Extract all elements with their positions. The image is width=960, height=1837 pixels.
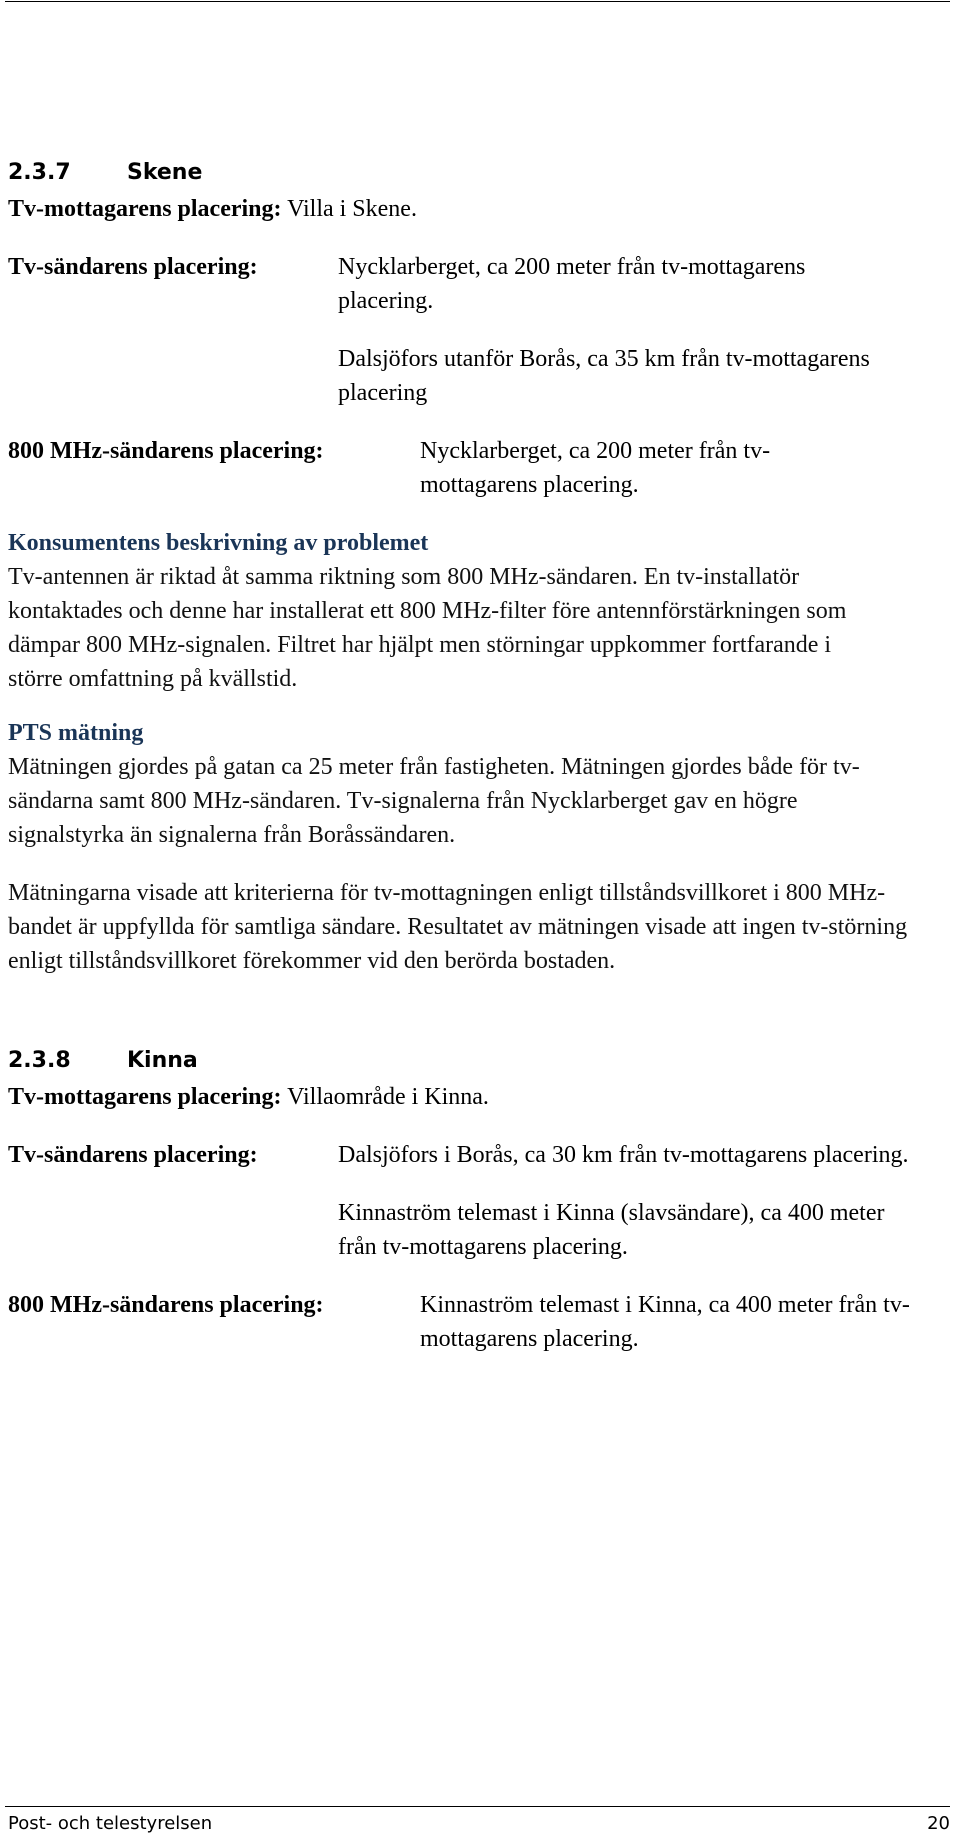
mhz-transmitter-row — [8, 1288, 948, 1356]
section-title: Skene — [127, 160, 203, 185]
section-heading-kinna — [8, 1046, 948, 1076]
tv-transmitter-value: Nycklarberget, ca 200 meter från tv-mottagarens placering. — [338, 254, 806, 314]
page-footer — [8, 1812, 950, 1836]
page-number: 20 — [927, 1813, 950, 1834]
tv-transmitter-extra: Dalsjöfors utanför Borås, ca 35 km från tv-mottagarens placering — [338, 346, 870, 406]
mhz-transmitter-row — [8, 434, 948, 502]
tv-transmitter-extra: Kinnaström telemast i Kinna (slavsändare), ca 400 meter från tv-mottagarens placering. — [338, 1200, 885, 1260]
section-number: 2.3.7 — [8, 160, 71, 185]
tv-receiver-value: Villa i Skene. — [287, 196, 417, 222]
consumer-description: Tv-antennen är riktad åt samma riktning som 800 MHz-sändaren. En tv-installatör kontaktades och denne har installerat ett 800 MHz-filter före antennförstärkningen som dämpar 800 MHz-signalen. Filtret har hjälpt men störningar uppkommer fortfarande i större omfattning på kvällstid. — [8, 564, 847, 692]
tv-transmitter-label: Tv-sändarens placering: — [8, 254, 258, 280]
tv-transmitter-row — [8, 1138, 948, 1172]
mhz-transmitter-label: 800 MHz-sändarens placering: — [8, 1292, 324, 1318]
pts-result-text: Mätningarna visade att kriterierna för tv-mottagningen enligt tillståndsvillkoret i 800 MHz-bandet är uppfyllda för samtliga sändare. Resultatet av mätningen visade att ingen tv-störning enligt tillståndsvillkoret förekommer vid den berörda bostaden. — [8, 880, 908, 974]
tv-receiver-label: Tv-mottagarens placering: — [8, 196, 282, 222]
tv-receiver-label: Tv-mottagarens placering: — [8, 1084, 282, 1110]
tv-transmitter-label: Tv-sändarens placering: — [8, 1142, 258, 1168]
footer-publisher: Post- och telestyrelsen — [8, 1813, 213, 1834]
tv-receiver-row — [8, 1080, 948, 1114]
tv-receiver-value: Villaområde i Kinna. — [287, 1084, 489, 1110]
tv-receiver-row — [8, 192, 948, 226]
mhz-transmitter-value: Kinnaström telemast i Kinna, ca 400 meter från tv-mottagarens placering. — [420, 1292, 910, 1352]
mhz-transmitter-value: Nycklarberget, ca 200 meter från tv-mottagarens placering. — [420, 438, 771, 498]
pts-measurement-text: Mätningen gjordes på gatan ca 25 meter från fastigheten. Mätningen gjordes både för tv-sändarna samt 800 MHz-sändaren. Tv-signalerna från Nycklarberget gav en högre signalstyrka än signalerna från Boråssändaren. — [8, 754, 860, 848]
section-title: Kinna — [127, 1048, 198, 1073]
top-rule — [5, 1, 950, 2]
pts-heading: PTS mätning — [8, 720, 144, 746]
section-heading-skene — [8, 158, 948, 188]
tv-transmitter-value: Dalsjöfors i Borås, ca 30 km från tv-mottagarens placering. — [338, 1142, 909, 1168]
consumer-heading: Konsumentens beskrivning av problemet — [8, 530, 429, 556]
mhz-transmitter-label: 800 MHz-sändarens placering: — [8, 438, 324, 464]
tv-transmitter-row — [8, 250, 948, 318]
footer-rule — [5, 1806, 950, 1807]
section-number: 2.3.8 — [8, 1048, 71, 1073]
document-body — [8, 158, 948, 1356]
